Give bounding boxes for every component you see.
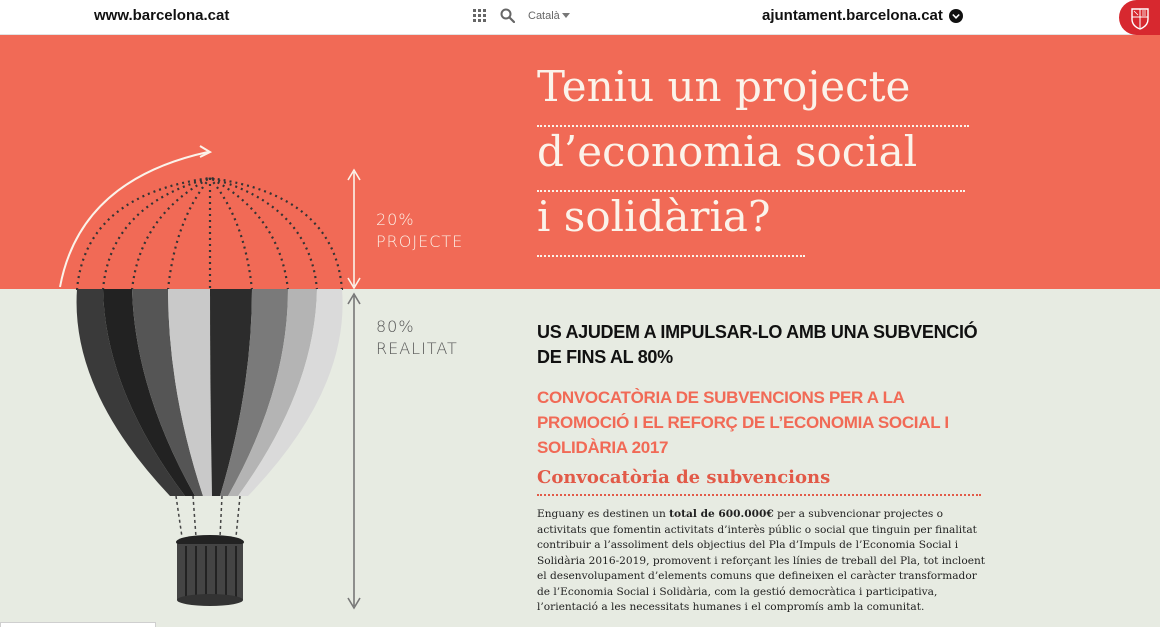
section-title: Convocatòria de subvencions [537, 467, 981, 496]
chevron-down-circle-icon [949, 9, 963, 23]
top-bar [0, 0, 1160, 35]
project-percent-label [376, 209, 463, 253]
language-label: Català [528, 10, 560, 22]
headline-line-2: d’economia social [537, 127, 965, 192]
convocatoria-title: CONVOCATÒRIA DE SUBVENCIONS PER A LA PROMOCIÓ I EL REFORÇ DE L’ECONOMIA SOCIAL I SOLIDÀRIA 2017 [537, 388, 949, 457]
ajuntament-link-label: ajuntament.barcelona.cat [762, 7, 943, 24]
search-icon[interactable] [500, 8, 515, 23]
subsidy-subtitle: US AJUDEM A IMPULSAR-LO AMB UNA SUBVENCIÓ DE FINS AL 80% [537, 322, 978, 367]
language-select[interactable] [528, 10, 570, 22]
project-percent: 20% [376, 210, 415, 229]
double-arrow-icon [348, 170, 360, 608]
body-paragraph [537, 507, 987, 616]
ajuntament-link[interactable] [762, 7, 963, 24]
hero-headline [537, 62, 977, 257]
headline-line-3: i solidària? [537, 192, 805, 257]
site-link[interactable]: www.barcelona.cat [94, 7, 230, 24]
body-text-start: Enguany es destinen un [537, 508, 670, 520]
body-text-end: per a subvencionar projectes o activitats que fomentin activitats d’interès públic o social que tinguin per finalitat contribuir a l’assoliment dels objectius del Pla d’Impuls de l’Economia Social i Solidària 2016-2019, promovent i reforçant les línies de treball del Pla, tot incloent el desenvolupament d’elements comuns que defineixen el caràcter transformador de l’Economia Social i Solidària, com la gestió democràtica i participativa, l’orientació a les necessitats humanes i el compromís amb la comunitat. [537, 508, 986, 613]
headline-line-1: Teniu un projecte [537, 62, 969, 127]
project-label: PROJECTE [376, 232, 464, 251]
shield-icon [1130, 6, 1150, 30]
body-text-bold: total de 600.000€ [669, 508, 774, 520]
arrow-curve-icon [60, 146, 210, 287]
bottom-tab[interactable] [0, 622, 156, 627]
caret-down-icon [562, 13, 570, 19]
reality-label: REALITAT [376, 339, 458, 358]
reality-percent: 80% [376, 317, 415, 336]
apps-grid-icon[interactable] [473, 9, 487, 23]
hot-air-balloon-illustration [50, 140, 390, 620]
reality-percent-label [376, 316, 458, 360]
city-shield-logo[interactable] [1119, 0, 1160, 35]
